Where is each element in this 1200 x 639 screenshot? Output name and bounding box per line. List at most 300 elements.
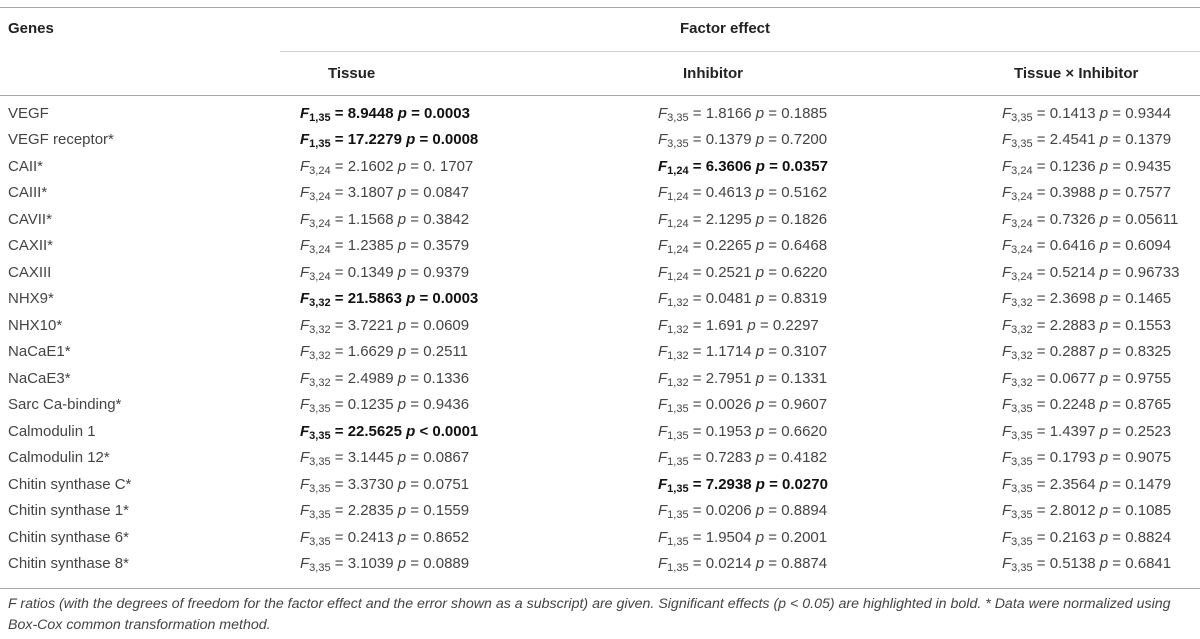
tissue-stat: $F_{3,35} = 0.2413$ p = 0.8652 xyxy=(300,528,470,548)
tissue-stat: $F_{3,24} = 2.1602$ p = 0. 1707 xyxy=(300,157,474,177)
interaction-stat-cell xyxy=(1002,498,1200,525)
tissue-header: Tissue xyxy=(328,65,376,82)
p-value: 0.1336 xyxy=(423,369,470,387)
f-value: 0.2163 xyxy=(1049,528,1096,546)
tissue-stat: $F_{1,35} = 17.2279$ p = 0.0008 xyxy=(300,131,479,151)
df-subscript: 1,35 xyxy=(667,562,689,575)
table-row xyxy=(0,524,1200,551)
p-value: 0.05611 xyxy=(1125,210,1179,228)
f-value: 0.1235 xyxy=(347,396,394,414)
tissue-stat: $F_{3,32} = 3.7221$ p = 0.0609 xyxy=(300,316,470,336)
inhibitor-stat: $F_{1,35} = 0.0214$ p = 0.8874 xyxy=(658,555,828,575)
f-value: 2.8012 xyxy=(1049,502,1096,520)
f-value: 3.1807 xyxy=(347,184,394,202)
interaction-stat: $F_{3,35} = 0.1793$ p = 0.9075 xyxy=(1002,449,1172,469)
tissue-stat: $F_{3,35} = 3.1039$ p = 0.0889 xyxy=(300,555,470,575)
p-operator: = xyxy=(768,528,778,546)
p-operator: = xyxy=(1112,555,1122,573)
f-value: 0.5138 xyxy=(1049,555,1096,573)
p-operator: = xyxy=(410,210,420,228)
inhibitor-stat: $F_{1,32} = 0.0481$ p = 0.8319 xyxy=(658,290,828,310)
p-operator: = xyxy=(768,290,778,308)
tissue-stat: $F_{3,35} = 3.1445$ p = 0.0867 xyxy=(300,449,470,469)
df-subscript: 1,24 xyxy=(667,164,689,177)
p-value: 0.0867 xyxy=(423,449,470,467)
gene-name: CAVII* xyxy=(8,210,52,228)
p-value: 0.3579 xyxy=(423,237,470,255)
p-operator: = xyxy=(410,343,420,361)
p-value: 0.0270 xyxy=(782,475,828,493)
p-value: 0.0001 xyxy=(432,422,479,440)
interaction-stat-cell xyxy=(1002,471,1200,498)
tissue-stat-cell xyxy=(300,180,658,207)
gene-name: CAII* xyxy=(8,157,44,175)
p-operator: = xyxy=(410,157,420,175)
df-subscript: 3,24 xyxy=(309,164,331,177)
p-value: 0.2511 xyxy=(423,343,468,361)
p-operator: = xyxy=(410,369,420,387)
p-value: 0.8325 xyxy=(1125,343,1172,361)
df-subscript: 3,24 xyxy=(1011,244,1033,257)
interaction-header: Tissue × Inhibitor xyxy=(1014,65,1139,82)
gene-name: CAIII* xyxy=(8,184,48,202)
f-value: 0.4613 xyxy=(705,184,752,202)
df-subscript: 3,24 xyxy=(309,270,331,283)
f-value: 1.8166 xyxy=(705,104,752,122)
f-value: 3.1039 xyxy=(347,555,394,573)
p-value: 0.0357 xyxy=(782,157,828,175)
table-row xyxy=(0,551,1200,578)
p-operator: = xyxy=(768,396,778,414)
interaction-stat-cell xyxy=(1002,339,1200,366)
interaction-stat-cell xyxy=(1002,392,1200,419)
df-subscript: 3,32 xyxy=(1011,323,1033,336)
interaction-stat: $F_{3,24} = 0.6416$ p = 0.6094 xyxy=(1002,237,1172,257)
p-operator: = xyxy=(1112,528,1122,546)
bottom-rule xyxy=(0,588,1200,589)
df-subscript: 1,24 xyxy=(667,244,689,257)
tissue-stat-cell xyxy=(300,524,658,551)
tissue-stat-cell xyxy=(300,392,658,419)
interaction-stat-cell xyxy=(1002,180,1200,207)
inhibitor-stat-cell xyxy=(658,551,1002,578)
df-subscript: 3,35 xyxy=(1011,403,1033,416)
table-row xyxy=(0,365,1200,392)
df-subscript: 1,35 xyxy=(667,482,689,495)
inhibitor-stat: $F_{3,35} = 1.8166$ p = 0.1885 xyxy=(658,104,828,124)
inhibitor-stat-cell xyxy=(658,312,1002,339)
tissue-stat-cell xyxy=(300,551,658,578)
f-value: 7.2938 xyxy=(705,475,752,493)
p-value: 0.6468 xyxy=(781,237,828,255)
top-rule xyxy=(0,7,1200,8)
p-value: 0.2297 xyxy=(772,316,819,334)
df-subscript: 3,35 xyxy=(667,111,689,124)
interaction-stat: $F_{3,35} = 2.3564$ p = 0.1479 xyxy=(1002,475,1172,495)
inhibitor-stat: $F_{1,32} = 1.1714$ p = 0.3107 xyxy=(658,343,828,363)
interaction-stat-cell xyxy=(1002,153,1200,180)
inhibitor-stat: $F_{1,24} = 0.4613$ p = 0.5162 xyxy=(658,184,828,204)
p-value: 0.2523 xyxy=(1125,422,1172,440)
df-subscript: 1,32 xyxy=(667,323,689,336)
df-subscript: 3,35 xyxy=(1011,535,1033,548)
df-subscript: 3,35 xyxy=(667,138,689,151)
p-operator: = xyxy=(1112,449,1122,467)
f-value: 1.691 xyxy=(705,316,744,334)
interaction-stat-cell xyxy=(1002,445,1200,472)
f-value: 2.3564 xyxy=(1049,475,1096,493)
p-operator: = xyxy=(1112,369,1122,387)
inhibitor-stat-cell xyxy=(658,127,1002,154)
p-value: 0.8824 xyxy=(1125,528,1172,546)
f-value: 0.0026 xyxy=(705,396,752,414)
p-value: 0.8765 xyxy=(1125,396,1172,414)
df-subscript: 3,24 xyxy=(1011,270,1033,283)
f-value: 0.1953 xyxy=(705,422,752,440)
f-value: 0.1413 xyxy=(1049,104,1096,122)
p-operator: = xyxy=(419,290,429,308)
tissue-stat: $F_{3,35} = 0.1235$ p = 0.9436 xyxy=(300,396,470,416)
tissue-stat: $F_{3,24} = 1.2385$ p = 0.3579 xyxy=(300,237,470,257)
interaction-stat: $F_{3,24} = 0.1236$ p = 0.9435 xyxy=(1002,157,1172,177)
p-operator: = xyxy=(768,422,778,440)
table-row xyxy=(0,498,1200,525)
df-subscript: 3,32 xyxy=(1011,350,1033,363)
table-row xyxy=(0,392,1200,419)
p-value: 0.1826 xyxy=(781,210,828,228)
inhibitor-stat-cell xyxy=(658,206,1002,233)
gene-name: Chitin synthase C* xyxy=(8,475,132,493)
f-value: 0.0214 xyxy=(705,555,752,573)
interaction-stat: $F_{3,24} = 0.7326$ p = 0.05611 xyxy=(1002,210,1179,230)
interaction-stat: $F_{3,32} = 0.0677$ p = 0.9755 xyxy=(1002,369,1172,389)
tissue-stat: $F_{3,32} = 21.5863$ p = 0.0003 xyxy=(300,290,479,310)
p-value: 0.6620 xyxy=(781,422,828,440)
p-value: 0.9607 xyxy=(781,396,828,414)
inhibitor-stat-cell xyxy=(658,339,1002,366)
inhibitor-stat-cell xyxy=(658,100,1002,127)
genes-header: Genes xyxy=(8,20,54,37)
f-value: 2.1295 xyxy=(705,210,752,228)
inhibitor-stat-cell xyxy=(658,498,1002,525)
tissue-stat-cell xyxy=(300,312,658,339)
df-subscript: 3,32 xyxy=(309,376,331,389)
f-value: 0.1349 xyxy=(347,263,394,281)
p-operator: = xyxy=(768,131,778,149)
p-value: 0.1331 xyxy=(781,369,828,387)
inhibitor-stat: $F_{3,35} = 0.1379$ p = 0.7200 xyxy=(658,131,828,151)
p-value: 0.0003 xyxy=(432,290,479,308)
df-subscript: 3,32 xyxy=(309,297,331,310)
df-subscript: 1,32 xyxy=(667,297,689,310)
p-value: 0.96733 xyxy=(1125,263,1180,281)
p-value: 0.8894 xyxy=(781,502,828,520)
p-operator: = xyxy=(410,184,420,202)
table-row xyxy=(0,100,1200,127)
tissue-stat-cell xyxy=(300,471,658,498)
inhibitor-header: Inhibitor xyxy=(683,65,743,82)
factor-effect-header: Factor effect xyxy=(680,20,771,37)
interaction-stat-cell xyxy=(1002,100,1200,127)
p-operator: = xyxy=(769,157,778,175)
df-subscript: 1,35 xyxy=(667,456,689,469)
interaction-stat-cell xyxy=(1002,418,1200,445)
p-operator: = xyxy=(410,263,420,281)
p-operator: = xyxy=(1112,290,1122,308)
table-row xyxy=(0,418,1200,445)
interaction-stat-cell xyxy=(1002,312,1200,339)
p-operator: = xyxy=(410,475,420,493)
p-operator: = xyxy=(768,502,778,520)
p-value: 0.8652 xyxy=(423,528,470,546)
p-operator: = xyxy=(411,104,420,122)
df-subscript: 3,35 xyxy=(309,403,331,416)
f-value: 2.7951 xyxy=(705,369,752,387)
f-value: 0.2265 xyxy=(705,237,752,255)
gene-name: NHX9* xyxy=(8,290,54,308)
tissue-stat-cell xyxy=(300,286,658,313)
interaction-stat-cell xyxy=(1002,233,1200,260)
p-value: 0.3842 xyxy=(423,210,470,228)
p-value: 0.1553 xyxy=(1125,316,1172,334)
p-operator: = xyxy=(1112,502,1122,520)
tissue-stat-cell xyxy=(300,100,658,127)
f-value: 2.4541 xyxy=(1049,131,1096,149)
p-value: 0.1085 xyxy=(1125,502,1172,520)
f-value: 2.4989 xyxy=(347,369,394,387)
df-subscript: 1,35 xyxy=(667,429,689,442)
p-value: 0.9435 xyxy=(1125,157,1172,175)
table-row xyxy=(0,127,1200,154)
f-value: 0.1793 xyxy=(1049,449,1096,467)
inhibitor-stat-cell xyxy=(658,365,1002,392)
df-subscript: 3,35 xyxy=(1011,482,1033,495)
p-value: 0.0003 xyxy=(424,104,470,122)
inhibitor-stat-cell xyxy=(658,153,1002,180)
df-subscript: 3,32 xyxy=(309,323,331,336)
results-table xyxy=(0,100,1200,577)
p-value: 0.8319 xyxy=(781,290,828,308)
interaction-stat: $F_{3,24} = 0.3988$ p = 0.7577 xyxy=(1002,184,1172,204)
p-operator: = xyxy=(1112,263,1122,281)
p-value: 0.6841 xyxy=(1125,555,1172,573)
tissue-stat: $F_{3,32} = 1.6629$ p = 0.2511 xyxy=(300,343,468,363)
p-operator: = xyxy=(410,237,420,255)
gene-name: VEGF xyxy=(8,104,49,122)
p-value: 0.3107 xyxy=(781,343,828,361)
p-value: 0. 1707 xyxy=(423,157,474,175)
p-operator: < xyxy=(419,422,429,440)
df-subscript: 3,35 xyxy=(309,456,331,469)
p-value: 0.0847 xyxy=(423,184,470,202)
interaction-stat: $F_{3,32} = 0.2887$ p = 0.8325 xyxy=(1002,343,1172,363)
p-value: 0.9755 xyxy=(1125,369,1172,387)
table-row xyxy=(0,312,1200,339)
f-value: 3.1445 xyxy=(347,449,394,467)
df-subscript: 1,24 xyxy=(667,270,689,283)
inhibitor-stat-cell xyxy=(658,418,1002,445)
p-operator: = xyxy=(768,343,778,361)
p-value: 0.9344 xyxy=(1125,104,1172,122)
f-value: 0.7283 xyxy=(705,449,752,467)
p-operator: = xyxy=(1112,210,1122,228)
f-value: 0.1236 xyxy=(1049,157,1096,175)
interaction-stat: $F_{3,35} = 1.4397$ p = 0.2523 xyxy=(1002,422,1172,442)
gene-name: NaCaE1* xyxy=(8,343,71,361)
p-value: 0.9075 xyxy=(1125,449,1172,467)
inhibitor-stat: $F_{1,24} = 0.2265$ p = 0.6468 xyxy=(658,237,828,257)
table-footnote: F ratios (with the degrees of freedom for the factor effect and the error shown as a subscript) are given. Significant effects (p < 0.05) are highlighted in bold. * Data were normalized using Box-Cox common transformation method. xyxy=(8,596,1171,633)
p-operator: = xyxy=(768,555,778,573)
table-row xyxy=(0,180,1200,207)
inhibitor-stat: $F_{1,35} = 0.7283$ p = 0.4182 xyxy=(658,449,828,469)
f-value: 0.2413 xyxy=(347,528,394,546)
f-value: 0.1379 xyxy=(705,131,752,149)
f-value: 0.5214 xyxy=(1049,263,1096,281)
tissue-stat: $F_{3,24} = 1.1568$ p = 0.3842 xyxy=(300,210,470,230)
interaction-stat: $F_{3,35} = 2.8012$ p = 0.1085 xyxy=(1002,502,1172,522)
inhibitor-stat-cell xyxy=(658,471,1002,498)
tissue-stat: $F_{3,35} = 2.2835$ p = 0.1559 xyxy=(300,502,470,522)
df-subscript: 3,35 xyxy=(1011,138,1033,151)
df-subscript: 3,24 xyxy=(309,217,331,230)
p-operator: = xyxy=(768,237,778,255)
p-operator: = xyxy=(1112,396,1122,414)
tissue-stat-cell xyxy=(300,418,658,445)
p-operator: = xyxy=(1112,184,1122,202)
table-row xyxy=(0,445,1200,472)
tissue-stat: $F_{3,24} = 0.1349$ p = 0.9379 xyxy=(300,263,470,283)
gene-name: Chitin synthase 1* xyxy=(8,502,129,520)
interaction-stat: $F_{3,35} = 0.5138$ p = 0.6841 xyxy=(1002,555,1172,575)
p-value: 0.8874 xyxy=(781,555,828,573)
df-subscript: 1,35 xyxy=(667,535,689,548)
tissue-stat-cell xyxy=(300,339,658,366)
table-row xyxy=(0,286,1200,313)
p-value: 0.1465 xyxy=(1125,290,1172,308)
p-operator: = xyxy=(768,104,778,122)
f-value: 0.7326 xyxy=(1049,210,1096,228)
p-operator: = xyxy=(410,502,420,520)
inhibitor-stat: $F_{1,35} = 1.9504$ p = 0.2001 xyxy=(658,528,828,548)
gene-name: CAXII* xyxy=(8,237,54,255)
f-value: 2.2883 xyxy=(1049,316,1096,334)
tissue-stat-cell xyxy=(300,365,658,392)
tissue-stat-cell xyxy=(300,259,658,286)
f-value: 1.2385 xyxy=(347,237,394,255)
interaction-stat-cell xyxy=(1002,365,1200,392)
f-value: 0.3988 xyxy=(1049,184,1096,202)
gene-name: NaCaE3* xyxy=(8,369,71,387)
f-value: 0.0481 xyxy=(705,290,752,308)
interaction-stat-cell xyxy=(1002,551,1200,578)
df-subscript: 3,24 xyxy=(309,191,331,204)
tissue-stat: $F_{3,35} = 3.3730$ p = 0.0751 xyxy=(300,475,470,495)
f-value: 2.2835 xyxy=(347,502,394,520)
f-value: 1.1714 xyxy=(705,343,752,361)
p-operator: = xyxy=(410,528,420,546)
p-operator: = xyxy=(410,449,420,467)
p-value: 0.4182 xyxy=(781,449,828,467)
inhibitor-stat-cell xyxy=(658,233,1002,260)
df-subscript: 1,24 xyxy=(667,191,689,204)
inhibitor-stat: $F_{1,35} = 0.1953$ p = 0.6620 xyxy=(658,422,828,442)
interaction-stat-cell xyxy=(1002,524,1200,551)
df-subscript: 3,35 xyxy=(309,509,331,522)
p-operator: = xyxy=(410,555,420,573)
df-subscript: 3,35 xyxy=(1011,429,1033,442)
f-value: 0.2248 xyxy=(1049,396,1096,414)
p-operator: = xyxy=(1112,157,1122,175)
df-subscript: 3,35 xyxy=(1011,509,1033,522)
interaction-stat: $F_{3,24} = 0.5214$ p = 0.96733 xyxy=(1002,263,1180,283)
f-value: 3.7221 xyxy=(347,316,394,334)
tissue-stat-cell xyxy=(300,153,658,180)
gene-name: Chitin synthase 6* xyxy=(8,528,129,546)
p-value: 0.1479 xyxy=(1125,475,1172,493)
tissue-stat: $F_{3,35} = 22.5625$ p < 0.0001 xyxy=(300,422,479,442)
df-subscript: 3,32 xyxy=(309,350,331,363)
df-subscript: 3,35 xyxy=(309,429,331,442)
tissue-stat-cell xyxy=(300,127,658,154)
p-operator: = xyxy=(1112,104,1122,122)
f-value: 1.9504 xyxy=(705,528,752,546)
p-operator: = xyxy=(769,475,778,493)
tissue-stat-cell xyxy=(300,233,658,260)
p-operator: = xyxy=(768,369,778,387)
p-operator: = xyxy=(1112,422,1122,440)
interaction-stat: $F_{3,32} = 2.3698$ p = 0.1465 xyxy=(1002,290,1172,310)
gene-name: Chitin synthase 8* xyxy=(8,555,129,573)
f-value: 1.1568 xyxy=(347,210,394,228)
df-subscript: 1,35 xyxy=(667,403,689,416)
f-value: 1.4397 xyxy=(1049,422,1096,440)
inhibitor-stat-cell xyxy=(658,286,1002,313)
df-subscript: 3,32 xyxy=(1011,376,1033,389)
p-value: 0.6094 xyxy=(1125,237,1172,255)
inhibitor-stat: $F_{1,32} = 2.7951$ p = 0.1331 xyxy=(658,369,828,389)
inhibitor-stat: $F_{1,24} = 0.2521$ p = 0.6220 xyxy=(658,263,828,283)
interaction-stat-cell xyxy=(1002,286,1200,313)
interaction-stat: $F_{3,35} = 0.2248$ p = 0.8765 xyxy=(1002,396,1172,416)
interaction-stat-cell xyxy=(1002,206,1200,233)
p-operator: = xyxy=(759,316,769,334)
df-subscript: 3,24 xyxy=(1011,191,1033,204)
p-value: 0.1559 xyxy=(423,502,470,520)
table-row xyxy=(0,339,1200,366)
results-table-body xyxy=(0,100,1200,577)
p-operator: = xyxy=(1112,131,1122,149)
p-operator: = xyxy=(410,396,420,414)
f-value: 0.2521 xyxy=(705,263,752,281)
p-value: 0.7200 xyxy=(781,131,828,149)
df-subscript: 1,35 xyxy=(309,138,331,151)
gene-name: Calmodulin 12* xyxy=(8,449,110,467)
table-row xyxy=(0,233,1200,260)
df-subscript: 3,24 xyxy=(1011,164,1033,177)
interaction-stat: $F_{3,32} = 2.2883$ p = 0.1553 xyxy=(1002,316,1172,336)
f-value: 0.6416 xyxy=(1049,237,1096,255)
f-value: 0.0206 xyxy=(705,502,752,520)
p-operator: = xyxy=(1112,475,1122,493)
tissue-stat: $F_{3,24} = 3.1807$ p = 0.0847 xyxy=(300,184,470,204)
tissue-stat-cell xyxy=(300,445,658,472)
f-value: 17.2279 xyxy=(347,131,402,149)
p-value: 0.0008 xyxy=(432,131,479,149)
f-value: 2.1602 xyxy=(347,157,394,175)
df-subscript: 3,24 xyxy=(1011,217,1033,230)
p-value: 0.6220 xyxy=(781,263,828,281)
